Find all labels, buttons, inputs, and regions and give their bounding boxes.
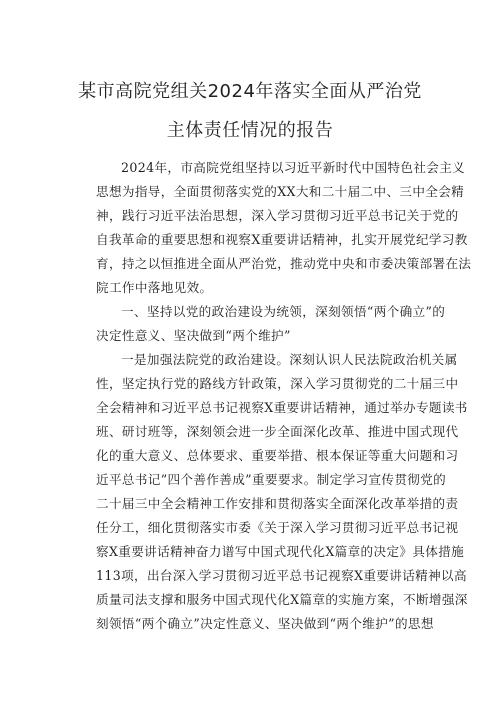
section-heading-line: 决定性意义、坚决做到“两个维护” (96, 328, 291, 343)
body-line: 神，践行习近平法治思想，深入学习贯彻习近平总书记关于党的 (96, 208, 459, 223)
body-line: 刻领悟“两个确立”决定性意义、坚决做到“两个维护”的思想 (96, 616, 434, 631)
body-line: 近平总书记”四个善作善成”重要要求。制定学习宣传贯彻党的 (96, 472, 447, 487)
body-line: 班、研讨班等，深刻领会进一步全面深化改革、推进中国式现代 (96, 424, 459, 439)
document-title-line-1: 某市高院党组关2024年落实全面从严治党 (78, 81, 422, 102)
section-heading-line: 一、坚持以党的政治建设为统领，深刻领悟“两个确立”的 (121, 304, 446, 319)
body-line: 院工作中落地见效。 (96, 280, 213, 295)
body-line: 化的重大意义、总体要求、重要举措、根本保证等重大问题和习 (96, 448, 459, 463)
body-line: 二十届三中全会精神工作安排和贯彻落实全面深化改革举措的责 (96, 496, 459, 511)
body-line: 113项，出台深入学习贯彻习近平总书记视察X重要讲话精神以高 (96, 568, 467, 583)
body-line: 任分工，细化贯彻落实市委《关于深入学习贯彻习近平总书记视 (96, 520, 459, 535)
body-line: 自我革命的重要思想和视察X重要讲话精神，扎实开展党纪学习教 (96, 232, 468, 247)
document-title-line-2: 主体责任情况的报告 (166, 120, 334, 141)
body-line: 一是加强法院党的政治建设。深刻认识人民法院政治机关属 (121, 352, 458, 367)
body-line: 质量司法支撑和服务中国式现代化X篇章的实施方案，不断增强深 (96, 592, 468, 607)
body-line: 2024年，市高院党组坚持以习近平新时代中国特色社会主义 (121, 160, 466, 175)
body-line: 性，坚定执行党的路线方针政策，深入学习贯彻党的二十届三中 (96, 376, 459, 391)
body-line: 察X重要讲话精神奋力谱写中国式现代化X篇章的决定》具体措施 (96, 544, 465, 559)
body-line: 育，持之以恒推进全面从严治党，推动党中央和市委决策部署在法 (96, 256, 472, 271)
body-line: 全会精神和习近平总书记视察X重要讲话精神，通过举办专题读书 (96, 400, 468, 415)
body-line: 思想为指导，全面贯彻落实党的XX大和二十届二中、三中全会精 (96, 184, 465, 199)
